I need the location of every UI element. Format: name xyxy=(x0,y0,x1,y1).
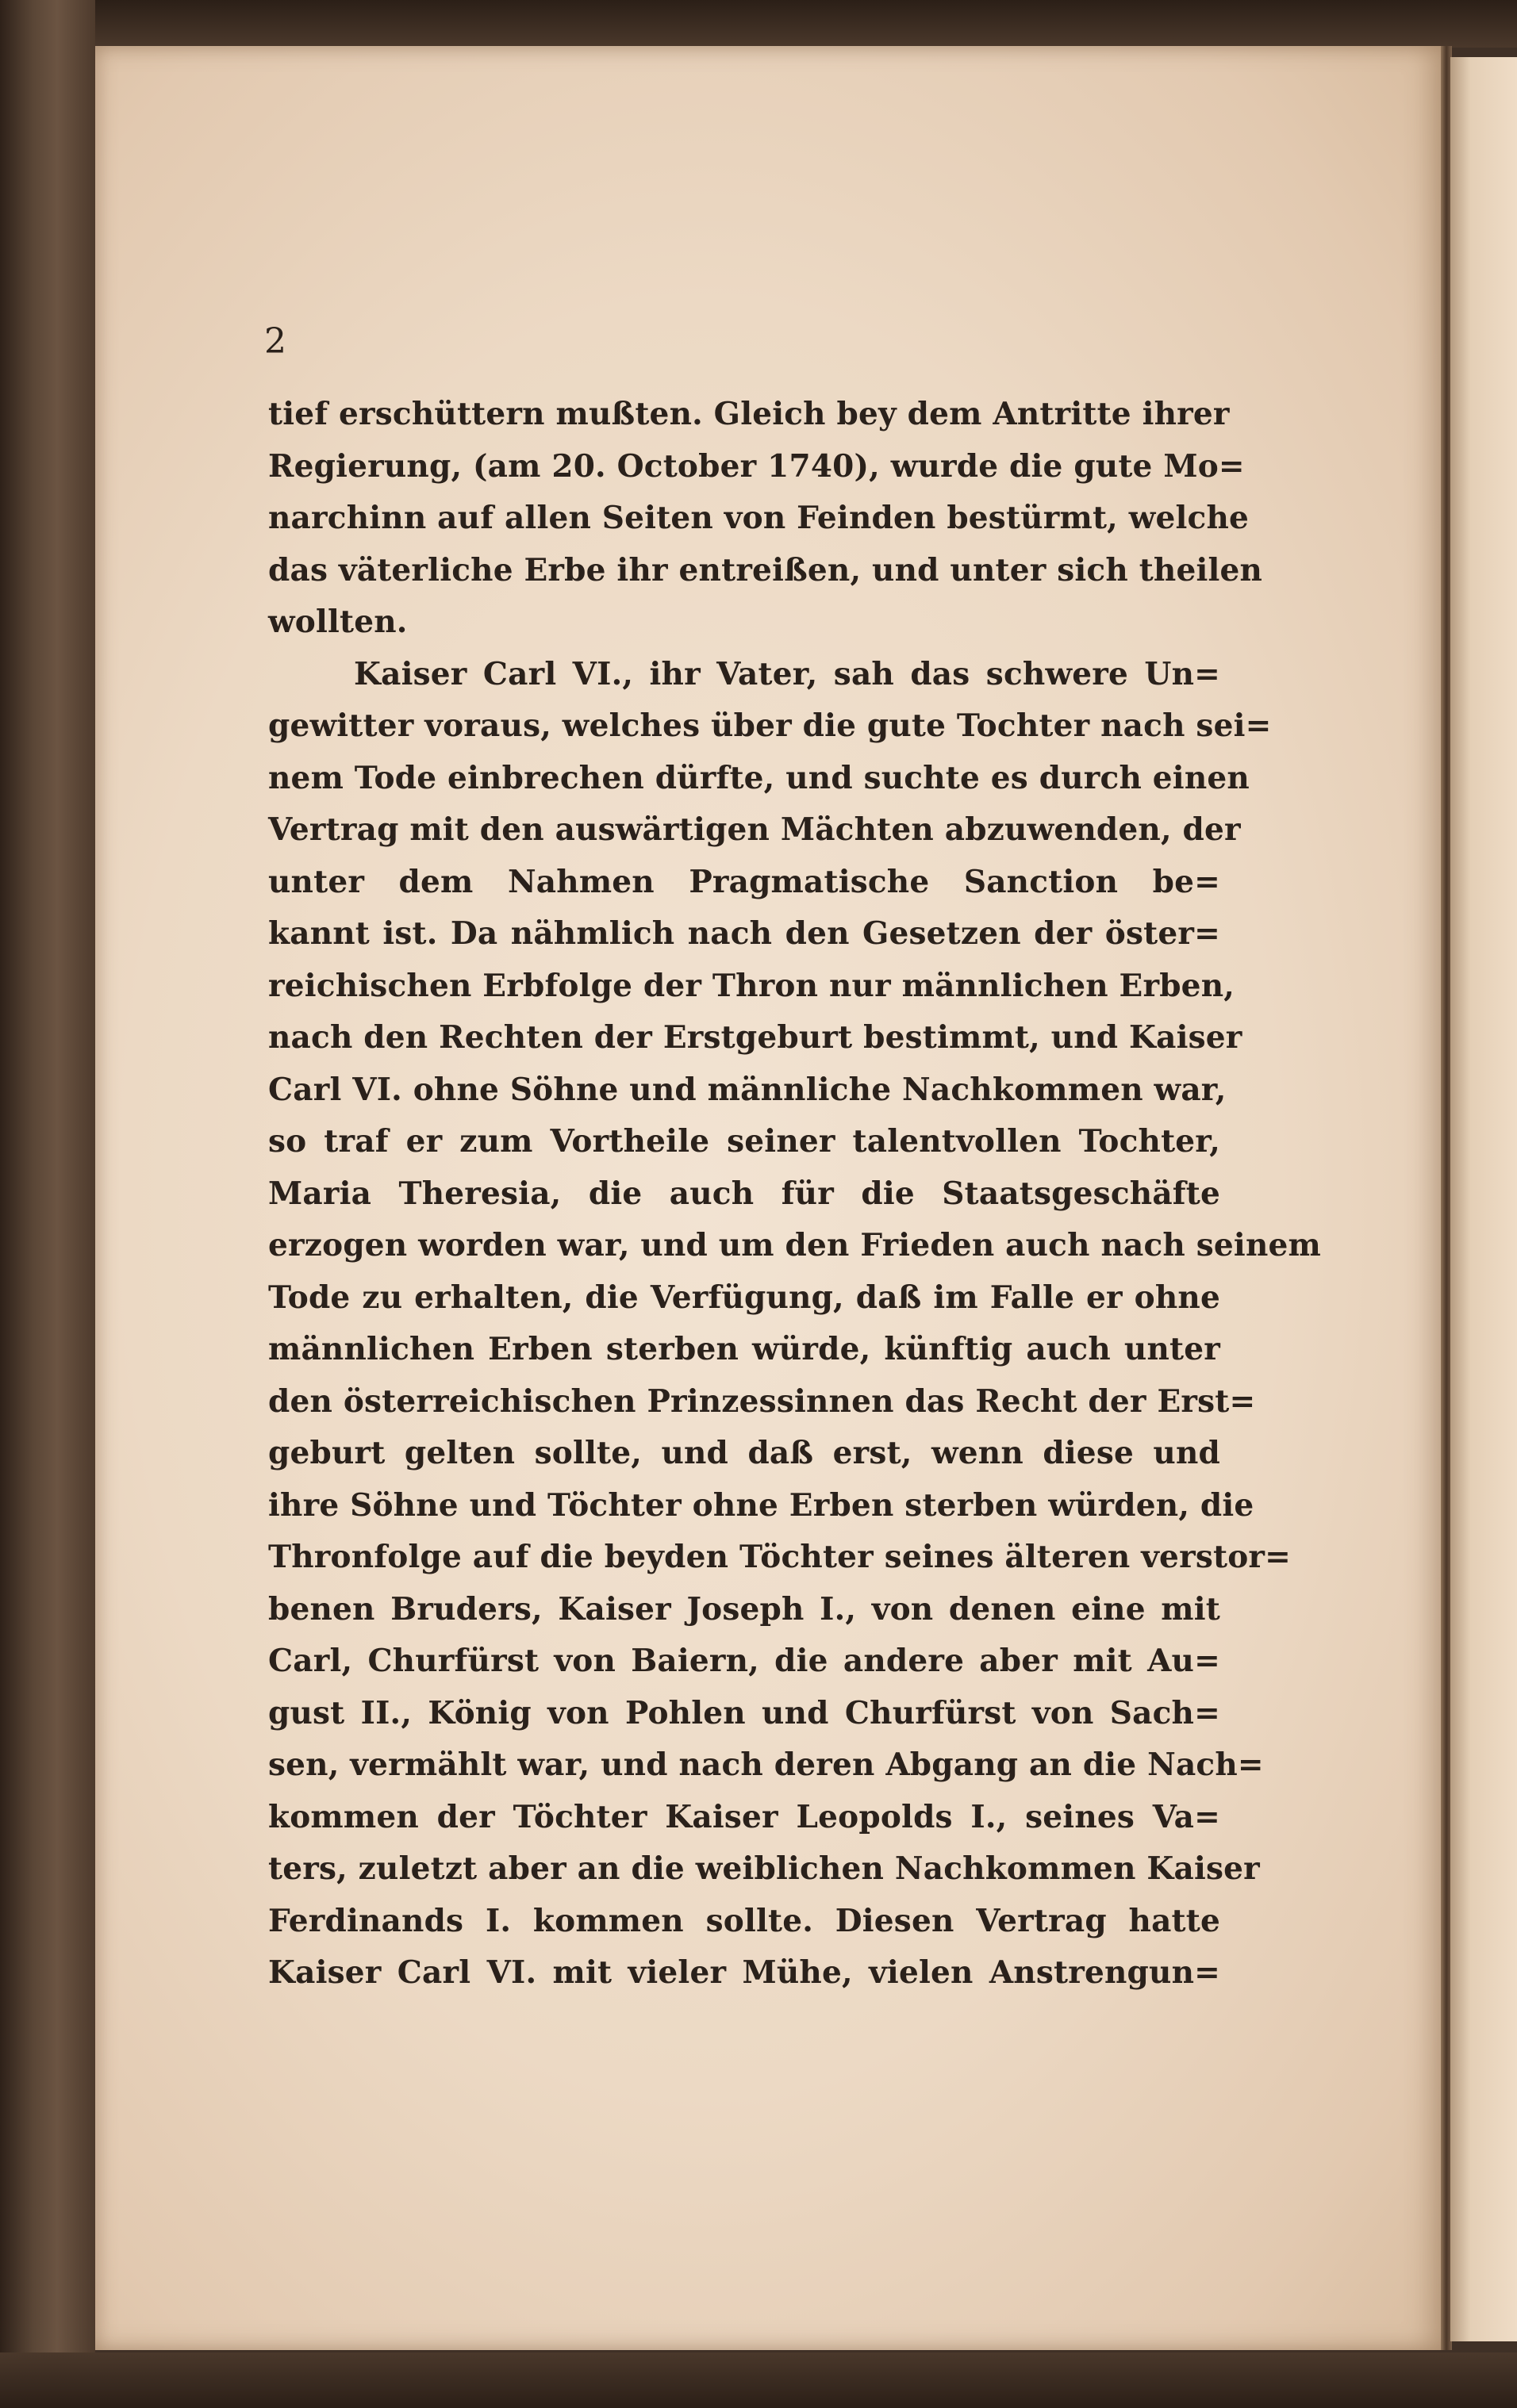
text-line: Vertrag mit den auswärtigen Mächten abzuwenden, der xyxy=(268,811,1241,848)
cloth-binding xyxy=(0,0,95,2408)
text-line: gust II., König von Pohlen und Churfürst von Sach= xyxy=(268,1694,1220,1731)
text-line: narchinn auf allen Seiten von Feinden bestürmt, welche xyxy=(268,500,1250,536)
text-line: reichischen Erbfolge der Thron nur männlichen Erben, xyxy=(268,967,1235,1004)
text-line: Regierung, (am 20. October 1740), wurde die gute Mo= xyxy=(268,447,1245,485)
text-line: gewitter voraus, welches über die gute Tochter nach sei= xyxy=(268,707,1272,744)
text-line: so traf er zum Vortheile seiner talentvollen Tochter, xyxy=(268,1123,1220,1160)
text-line: wollten. xyxy=(268,604,408,640)
text-line: Thronfolge auf die beyden Töchter seines älteren verstor= xyxy=(268,1539,1292,1575)
text-line: nem Tode einbrechen dürfte, und suchte es durch einen xyxy=(268,759,1250,796)
text-line: benen Bruders, Kaiser Joseph I., von denen eine mit xyxy=(268,1590,1220,1628)
cover-top-edge xyxy=(0,0,1517,48)
text-line: sen, vermählt war, und nach deren Abgang an die Nach= xyxy=(268,1747,1264,1783)
body-text xyxy=(268,389,1321,2000)
page-number: 2 xyxy=(264,321,286,362)
text-line: erzogen worden war, und um den Frieden auch nach seinem xyxy=(268,1227,1321,1263)
text-line: geburt gelten sollte, und daß erst, wenn diese und xyxy=(268,1435,1220,1471)
text-line: Ferdinands I. kommen sollte. Diesen Vertrag hatte xyxy=(268,1902,1220,1939)
text-line: das väterliche Erbe ihr entreißen, und unter sich theilen xyxy=(268,551,1263,589)
text-line: kommen der Töchter Kaiser Leopolds I., seines Va= xyxy=(268,1798,1220,1835)
text-line: unter dem Nahmen Pragmatische Sanction be= xyxy=(268,863,1220,900)
text-line: Carl, Churfürst von Baiern, die andere aber mit Au= xyxy=(268,1643,1220,1679)
text-line: kannt ist. Da nähmlich nach den Gesetzen der öster= xyxy=(268,915,1220,952)
facing-page-edge xyxy=(1450,57,1517,2341)
cover-bottom-edge xyxy=(0,2352,1517,2408)
text-line: Tode zu erhalten, die Verfügung, daß im Falle er ohne xyxy=(268,1279,1220,1316)
text-line: Maria Theresia, die auch für die Staatsgeschäfte xyxy=(268,1175,1220,1212)
text-line: ters, zuletzt aber an die weiblichen Nachkommen Kaiser xyxy=(268,1850,1260,1887)
text-line: Kaiser Carl VI., ihr Vater, sah das schwere Un= xyxy=(354,655,1220,692)
text-line: ihre Söhne und Töchter ohne Erben sterben würden, die xyxy=(268,1486,1254,1524)
text-line: nach den Rechten der Erstgeburt bestimmt, und Kaiser xyxy=(268,1019,1242,1056)
text-line: tief erschüttern mußten. Gleich bey dem Antritte ihrer xyxy=(268,396,1230,432)
text-line: männlichen Erben sterben würde, künftig auch unter xyxy=(268,1331,1220,1367)
text-line: Carl VI. ohne Söhne und männliche Nachkommen war, xyxy=(268,1071,1227,1108)
text-line: den österreichischen Prinzessinnen das Recht der Erst= xyxy=(268,1382,1256,1420)
text-line: Kaiser Carl VI. mit vieler Mühe, vielen Anstrengun= xyxy=(268,1954,1220,1991)
